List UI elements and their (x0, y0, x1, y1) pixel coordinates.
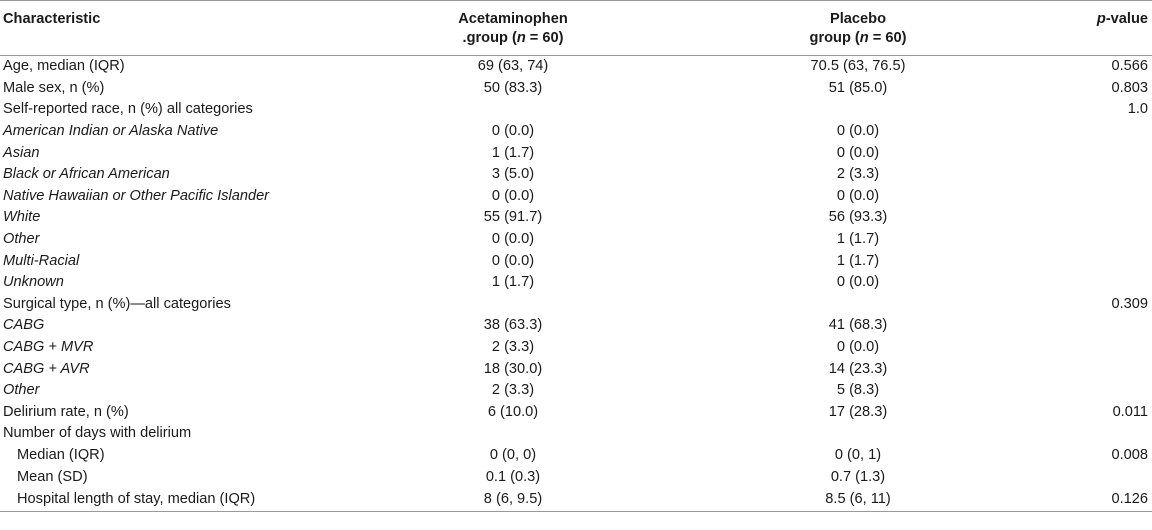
cell-acetaminophen (343, 99, 683, 121)
cell-pvalue (1033, 121, 1152, 143)
row-label: CABG + MVR (3, 339, 94, 356)
cell-placebo: 0 (0.0) (836, 187, 880, 204)
cell-pvalue: 0.008 (1111, 446, 1148, 463)
header-acetaminophen-line1: Acetaminophen (458, 11, 568, 27)
table-row (0, 294, 1152, 316)
cell-pvalue (1033, 207, 1152, 229)
row-label: Median (IQR) (17, 446, 105, 463)
table-row (0, 164, 1152, 186)
table-row (0, 337, 1152, 359)
header-acetaminophen-group-text: .group ( (462, 30, 517, 46)
row-label: Native Hawaiian or Other Pacific Islander (3, 187, 270, 204)
cell-pvalue (1033, 164, 1152, 186)
row-label: CABG (3, 317, 45, 334)
table-row (0, 229, 1152, 251)
table-row (0, 423, 1152, 445)
cell-placebo: 0 (0, 1) (834, 446, 882, 463)
row-label: Delirium rate, n (%) (3, 403, 129, 420)
cell-placebo: 70.5 (63, 76.5) (810, 58, 906, 75)
cell-placebo: 56 (93.3) (828, 209, 888, 226)
table-body (0, 56, 1152, 512)
row-label: Age, median (IQR) (3, 58, 125, 75)
table-row (0, 380, 1152, 402)
cell-pvalue (1033, 250, 1152, 272)
header-acetaminophen-n: n (516, 30, 526, 46)
cell-placebo: 0 (0.0) (836, 144, 880, 161)
row-label: White (3, 209, 41, 226)
cell-acetaminophen: 0.1 (0.3) (485, 468, 541, 485)
cell-placebo: 17 (28.3) (828, 403, 888, 420)
row-label: Number of days with delirium (3, 425, 192, 442)
row-label: Hospital length of stay, median (IQR) (0, 488, 343, 512)
cell-acetaminophen: 0 (0.0) (491, 231, 535, 248)
header-pvalue-p: p (1096, 11, 1106, 27)
cell-acetaminophen: 3 (5.0) (491, 166, 535, 183)
cell-acetaminophen: 2 (3.3) (491, 382, 535, 399)
cell-acetaminophen: 18 (30.0) (483, 360, 543, 377)
row-label: Mean (SD) (17, 468, 88, 485)
cell-acetaminophen: 0 (0.0) (491, 187, 535, 204)
table-row (0, 315, 1152, 337)
cell-acetaminophen: 50 (83.3) (483, 79, 543, 96)
header-pvalue (1033, 1, 1152, 56)
cell-pvalue (1033, 229, 1152, 251)
cell-pvalue (1033, 315, 1152, 337)
table-row (0, 358, 1152, 380)
cell-pvalue: 0.566 (1111, 58, 1148, 75)
row-label: Male sex, n (%) (3, 79, 105, 96)
cell-acetaminophen: 6 (10.0) (487, 403, 539, 420)
table-row (0, 78, 1152, 100)
table-row (0, 466, 1152, 488)
table-row (0, 99, 1152, 121)
header-acetaminophen (343, 1, 683, 56)
cell-pvalue (1033, 186, 1152, 208)
header-placebo (683, 1, 1033, 56)
row-label: CABG + AVR (3, 360, 90, 377)
table-row (0, 250, 1152, 272)
cell-pvalue (1033, 337, 1152, 359)
cell-acetaminophen: 69 (63, 74) (477, 58, 549, 75)
cell-pvalue: 0.011 (1112, 403, 1148, 420)
row-label: Black or African American (3, 166, 170, 183)
cell-placebo: 0 (0.0) (836, 274, 880, 291)
cell-pvalue (1033, 358, 1152, 380)
cell-acetaminophen: 0 (0.0) (491, 123, 535, 140)
table-row (0, 186, 1152, 208)
cell-placebo (683, 423, 1033, 445)
table-row (0, 121, 1152, 143)
header-acetaminophen-count: = 60) (525, 30, 564, 46)
cell-pvalue: 0.126 (1033, 488, 1152, 512)
table-row (0, 402, 1152, 424)
cell-pvalue (1033, 466, 1152, 488)
cell-acetaminophen: 2 (3.3) (491, 339, 535, 356)
row-label: Surgical type, n (%)—all categories (3, 295, 231, 312)
cell-pvalue: 0.309 (1111, 295, 1148, 312)
table-row (0, 445, 1152, 467)
row-label: Other (3, 382, 40, 399)
row-label: Self-reported race, n (%) all categories (3, 101, 253, 118)
cell-acetaminophen: 55 (91.7) (483, 209, 543, 226)
cell-placebo: 1 (1.7) (836, 231, 880, 248)
cell-placebo: 2 (3.3) (836, 166, 880, 183)
cell-acetaminophen: 1 (1.7) (491, 274, 535, 291)
cell-placebo (683, 294, 1033, 316)
cell-placebo (683, 99, 1033, 121)
table-row (0, 207, 1152, 229)
header-acetaminophen-line2 (343, 29, 683, 48)
header-characteristic-label: Characteristic (3, 11, 101, 27)
header-placebo-n: n (859, 30, 869, 46)
table-row (0, 488, 1152, 512)
cell-acetaminophen: 8 (6, 9.5) (343, 488, 683, 512)
cell-placebo: 8.5 (6, 11) (683, 488, 1033, 512)
cell-pvalue (1033, 272, 1152, 294)
cell-placebo: 0 (0.0) (836, 339, 880, 356)
header-characteristic (0, 1, 343, 56)
row-label: Asian (3, 144, 40, 161)
cell-acetaminophen: 38 (63.3) (483, 317, 543, 334)
cell-acetaminophen (343, 294, 683, 316)
header-placebo-line2 (683, 29, 1033, 48)
cell-placebo: 0 (0.0) (836, 123, 880, 140)
cell-placebo: 0.7 (1.3) (830, 468, 886, 485)
cell-pvalue (1033, 423, 1152, 445)
cell-acetaminophen: 1 (1.7) (491, 144, 535, 161)
table-row (0, 142, 1152, 164)
header-row (0, 1, 1152, 56)
header-placebo-count: = 60) (868, 30, 907, 46)
header-placebo-line1: Placebo (830, 11, 886, 27)
cell-placebo: 41 (68.3) (828, 317, 888, 334)
row-label: Unknown (3, 274, 64, 291)
cell-pvalue: 0.803 (1111, 79, 1148, 96)
table-row (0, 272, 1152, 294)
cell-pvalue (1033, 142, 1152, 164)
header-placebo-group-text: group ( (809, 30, 860, 46)
cell-placebo: 5 (8.3) (836, 382, 880, 399)
header-pvalue-rest: -value (1105, 11, 1148, 27)
row-label: American Indian or Alaska Native (3, 123, 219, 140)
cell-acetaminophen (343, 423, 683, 445)
row-label: Other (3, 231, 40, 248)
cell-acetaminophen: 0 (0, 0) (489, 446, 537, 463)
table-header (0, 1, 1152, 56)
cell-pvalue (1033, 380, 1152, 402)
cell-placebo: 51 (85.0) (828, 79, 888, 96)
cell-acetaminophen: 0 (0.0) (491, 252, 535, 269)
cell-pvalue: 1.0 (1127, 101, 1148, 118)
table-row (0, 56, 1152, 78)
cell-placebo: 14 (23.3) (828, 360, 888, 377)
row-label: Multi-Racial (3, 252, 80, 269)
cell-placebo: 1 (1.7) (836, 252, 880, 269)
